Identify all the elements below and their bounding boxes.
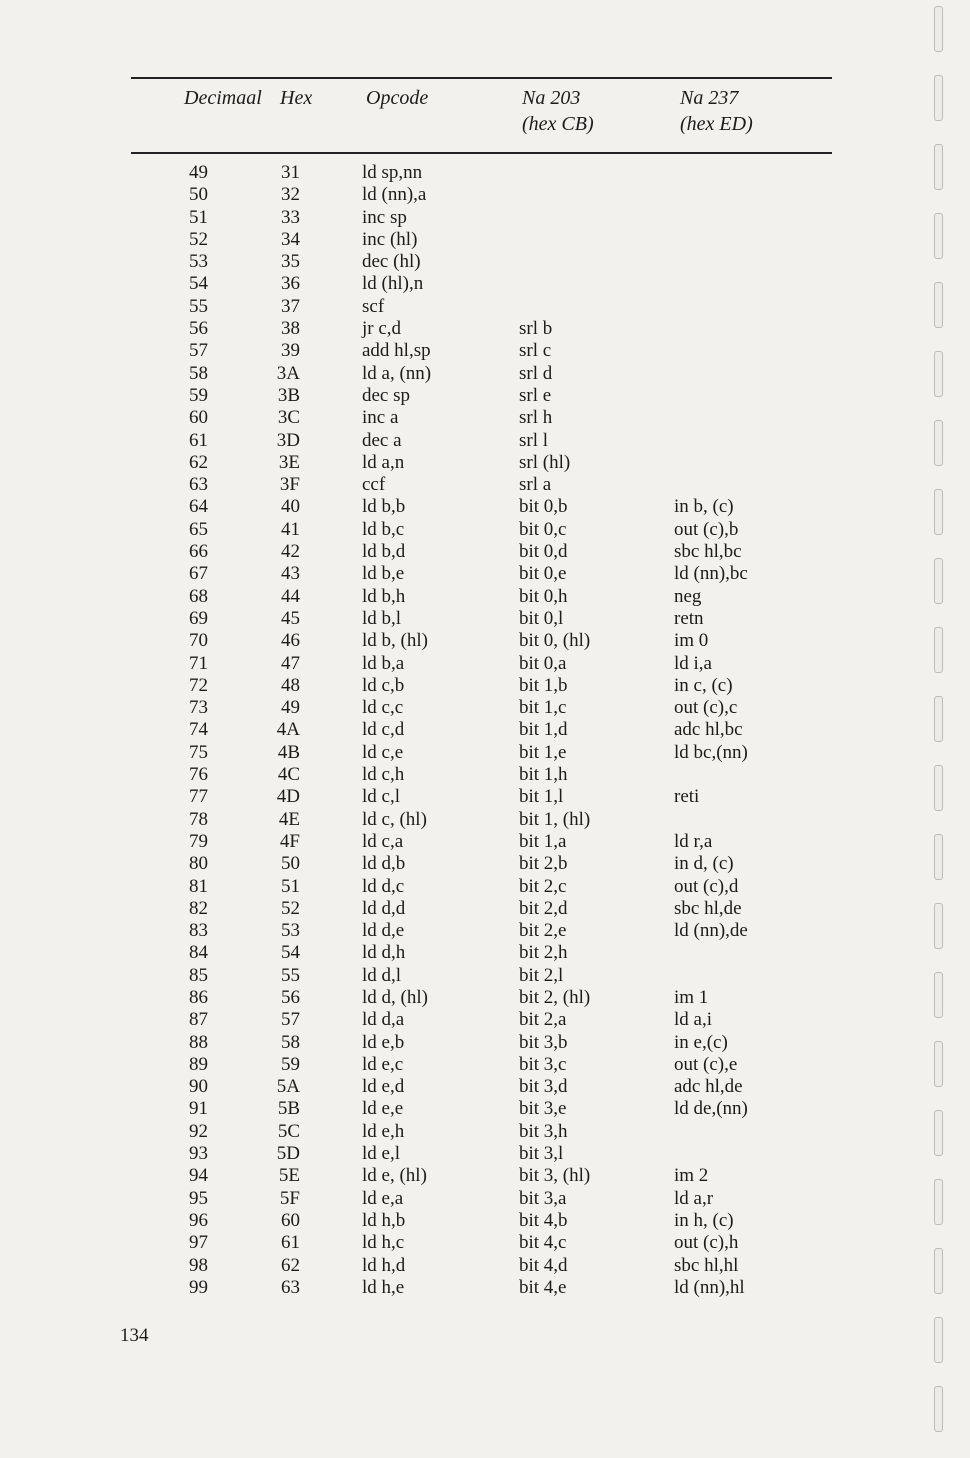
cb-cell: bit 3, (hl) [519,1165,591,1187]
ed-cell: ld de,(nn) [674,1098,748,1120]
hex-cell: 5D [276,1143,300,1165]
opcode-cell: ld c, (hl) [362,808,427,830]
opcode-cell: ccf [362,474,386,496]
opcode-cell: ld e,b [362,1031,405,1053]
cb-cell: bit 0,l [519,607,564,629]
opcode-cell: ld sp,nn [362,162,423,183]
cb-cell: bit 2,l [519,964,564,986]
hex-cell: 39 [281,340,300,362]
decimal-cell: 79 [189,830,208,852]
hex-cell: 3E [278,451,300,473]
opcode-cell: jr c,d [362,318,402,340]
hex-cell: 3A [276,362,300,384]
hex-cell: 62 [281,1254,300,1276]
ed-cell [674,1121,814,1143]
hex-cell: 33 [281,206,300,228]
binder-hole [934,6,943,52]
decimal-cell: 73 [189,697,208,719]
decimal-cell: 83 [189,920,208,942]
opcode-cell: ld e, (hl) [362,1165,427,1187]
binder-hole [934,420,943,466]
cb-cell: bit 3,l [519,1143,564,1165]
decimal-cell: 97 [189,1232,208,1254]
opcode-cell: ld d,e [362,920,405,942]
hex-cell: 49 [281,697,300,719]
opcode-cell: ld d,a [362,1009,405,1031]
column-opcode [362,162,512,1299]
opcode-cell: ld d,d [362,897,406,919]
decimal-cell: 85 [189,964,208,986]
opcode-cell: ld d,b [362,853,406,875]
ed-cell [674,764,814,786]
column-cb [519,162,649,1299]
ed-cell [674,184,814,206]
cb-cell: srl (hl) [519,451,571,473]
binder-hole [934,144,943,190]
column-decimal [186,162,226,1299]
hex-cell: 3B [277,384,300,406]
cb-cell [519,251,649,273]
decimal-cell: 75 [189,741,208,763]
binder-margin [926,0,970,1458]
hex-cell: 58 [281,1031,300,1053]
opcode-cell: ld h,b [362,1209,406,1231]
hex-cell: 4F [279,830,300,852]
hex-cell: 31 [281,162,300,183]
hex-cell: 44 [281,585,300,607]
binder-hole [934,765,943,811]
opcode-cell: ld d,l [362,964,402,986]
ed-cell: ld (nn),hl [674,1276,745,1298]
hex-cell: 43 [281,563,300,585]
ed-cell [674,965,814,987]
ed-cell: ld i,a [674,652,712,674]
hex-cell: 53 [281,920,300,942]
opcode-cell: ld h,c [362,1232,405,1254]
ed-cell: neg [674,585,702,607]
ed-cell: ld r,a [674,830,713,852]
opcode-cell: ld b,h [362,585,406,607]
cb-cell: srl e [519,384,552,406]
cb-cell: bit 1,b [519,674,568,696]
decimal-cell: 91 [189,1098,208,1120]
hex-cell: 4B [277,741,300,763]
header-ed-line1: Na 237 [680,87,739,109]
cb-cell: bit 3,b [519,1031,568,1053]
ed-cell [674,452,814,474]
cb-cell: bit 0,h [519,585,568,607]
cb-cell: srl d [519,362,553,384]
decimal-cell: 88 [189,1031,208,1053]
hex-cell: 3C [277,407,300,429]
ed-cell [674,251,814,273]
decimal-cell: 61 [189,429,208,451]
decimal-cell: 76 [189,764,208,786]
decimal-cell: 87 [189,1009,208,1031]
cb-cell: bit 1,d [519,719,568,741]
cb-cell: bit 1,l [519,786,564,808]
decimal-cell: 98 [189,1254,208,1276]
cb-cell: bit 4,e [519,1276,567,1298]
hex-cell: 36 [281,273,300,295]
cb-cell: srl l [519,429,549,451]
header-cb-line2: (hex CB) [522,113,594,135]
hex-cell: 50 [281,853,300,875]
ed-cell: ld a,r [674,1187,714,1209]
opcode-cell: ld c,d [362,719,405,741]
hex-cell: 35 [281,251,300,273]
hex-cell: 5F [279,1187,300,1209]
hex-cell: 54 [281,942,300,964]
cb-cell: srl b [519,318,553,340]
hex-cell: 4E [278,808,300,830]
ed-cell [674,273,814,295]
ed-cell: ld (nn),bc [674,563,748,585]
opcode-cell: ld e,h [362,1120,405,1142]
ed-cell: retn [674,607,704,629]
ed-cell [674,296,814,318]
opcode-cell: ld c,e [362,741,404,763]
opcode-cell: ld c,h [362,764,405,786]
decimal-cell: 71 [189,652,208,674]
opcode-cell: ld a, (nn) [362,362,432,384]
cb-cell: bit 3,c [519,1053,567,1075]
ed-cell: in d, (c) [674,853,734,875]
decimal-cell: 67 [189,563,208,585]
opcode-cell: ld c,a [362,830,404,852]
opcode-cell: dec (hl) [362,251,421,273]
opcode-cell: dec sp [362,384,411,406]
header-cb-line1: Na 203 [522,87,581,109]
ed-cell: out (c),c [674,697,738,719]
decimal-cell: 51 [189,206,208,228]
binder-hole [934,213,943,259]
opcode-cell: ld (hl),n [362,273,424,295]
opcode-cell: ld b,b [362,496,406,518]
cb-cell: bit 1,c [519,697,567,719]
opcode-cell: ld b, (hl) [362,630,428,652]
cb-cell: bit 4,b [519,1209,568,1231]
opcode-cell: ld c,c [362,697,404,719]
hex-cell: 59 [281,1053,300,1075]
ed-cell: out (c),h [674,1232,739,1254]
opcode-cell: ld e,d [362,1076,405,1098]
opcode-cell: ld (nn),a [362,184,427,206]
ed-cell [674,162,814,184]
opcode-cell: ld e,e [362,1098,404,1120]
opcode-cell: ld e,c [362,1053,404,1075]
cb-cell [519,273,649,295]
hex-cell: 52 [281,897,300,919]
decimal-cell: 64 [189,496,208,518]
cb-cell [519,162,649,184]
cb-cell: bit 2, (hl) [519,986,591,1008]
cb-cell: srl h [519,407,553,429]
ed-cell [674,942,814,964]
hex-cell: 45 [281,607,300,629]
hex-cell: 3F [279,474,300,496]
decimal-cell: 82 [189,897,208,919]
decimal-cell: 50 [189,184,208,206]
ed-cell: in e,(c) [674,1031,728,1053]
hex-cell: 32 [281,184,300,206]
ed-cell [674,207,814,229]
decimal-cell: 93 [189,1143,208,1165]
header-opcode: Opcode [366,87,429,109]
ed-cell [674,363,814,385]
hex-cell: 48 [281,674,300,696]
ed-cell [674,474,814,496]
decimal-cell: 70 [189,630,208,652]
decimal-cell: 74 [189,719,208,741]
hex-cell: 60 [281,1209,300,1231]
ed-cell: adc hl,bc [674,719,743,741]
cb-cell: bit 4,c [519,1232,567,1254]
opcode-cell: ld b,l [362,607,402,629]
opcode-cell: ld h,d [362,1254,406,1276]
binder-hole [934,1317,943,1363]
hex-cell: 5C [277,1120,300,1142]
binder-hole [934,972,943,1018]
ed-cell: ld a,i [674,1009,712,1031]
cb-cell: srl a [519,474,552,496]
opcode-cell: ld b,e [362,563,405,585]
binder-hole [934,75,943,121]
ed-cell [674,430,814,452]
cb-cell: bit 0, (hl) [519,630,591,652]
cb-cell: bit 3,a [519,1187,567,1209]
cb-cell: bit 2,a [519,1009,567,1031]
cb-cell: bit 0,e [519,563,567,585]
decimal-cell: 52 [189,228,208,250]
binder-hole [934,1179,943,1225]
decimal-cell: 68 [189,585,208,607]
cb-cell: bit 0,d [519,541,568,563]
decimal-cell: 69 [189,607,208,629]
ed-cell [674,229,814,251]
ed-cell [674,809,814,831]
decimal-cell: 55 [189,295,208,317]
cb-cell: bit 0,a [519,652,567,674]
opcode-cell: ld b,c [362,518,405,540]
binder-hole [934,351,943,397]
cb-cell [519,229,649,251]
decimal-cell: 57 [189,340,208,362]
hex-cell: 34 [281,228,300,250]
cb-cell [519,184,649,206]
decimal-cell: 58 [189,362,208,384]
decimal-cell: 53 [189,251,208,273]
opcode-cell: scf [362,295,385,317]
decimal-cell: 95 [189,1187,208,1209]
opcode-cell: inc sp [362,206,407,228]
decimal-cell: 49 [189,162,208,183]
hex-cell: 51 [281,875,300,897]
binder-hole [934,282,943,328]
opcode-cell: ld e,a [362,1187,404,1209]
cb-cell: bit 2,b [519,853,568,875]
hex-cell: 46 [281,630,300,652]
table-header-rule [131,152,832,154]
decimal-cell: 62 [189,451,208,473]
decimal-cell: 99 [189,1276,208,1298]
cb-cell [519,296,649,318]
cb-cell: bit 2,d [519,897,568,919]
decimal-cell: 65 [189,518,208,540]
ed-cell: adc hl,de [674,1076,743,1098]
hex-cell: 57 [281,1009,300,1031]
decimal-cell: 90 [189,1076,208,1098]
binder-hole [934,558,943,604]
opcode-cell: dec a [362,429,402,451]
header-ed-line2: (hex ED) [680,113,753,135]
hex-cell: 40 [281,496,300,518]
hex-cell: 4A [276,719,300,741]
hex-cell: 63 [281,1276,300,1298]
decimal-cell: 56 [189,318,208,340]
hex-cell: 56 [281,986,300,1008]
binder-hole [934,1110,943,1156]
opcode-cell: ld d, (hl) [362,986,428,1008]
decimal-cell: 89 [189,1053,208,1075]
decimal-cell: 66 [189,541,208,563]
hex-cell: 38 [281,318,300,340]
hex-cell: 55 [281,964,300,986]
ed-cell: out (c),b [674,518,739,540]
ed-cell [674,1143,814,1165]
decimal-cell: 96 [189,1209,208,1231]
opcode-cell: ld d,c [362,875,405,897]
decimal-cell: 86 [189,986,208,1008]
hex-cell: 5B [277,1098,300,1120]
cb-cell: bit 1, (hl) [519,808,591,830]
cb-cell: bit 2,e [519,920,567,942]
cb-cell: bit 1,h [519,764,568,786]
decimal-cell: 54 [189,273,208,295]
ed-cell [674,407,814,429]
opcode-cell: ld b,d [362,541,406,563]
binder-hole [934,903,943,949]
cb-cell: bit 2,c [519,875,567,897]
opcode-cell: add hl,sp [362,340,431,362]
ed-cell: im 1 [674,986,709,1008]
cb-cell: bit 1,a [519,830,567,852]
hex-cell: 4C [277,764,300,786]
ed-cell [674,385,814,407]
ed-cell: in c, (c) [674,674,733,696]
hex-cell: 42 [281,541,300,563]
hex-cell: 5E [278,1165,300,1187]
cb-cell: bit 3,e [519,1098,567,1120]
ed-cell [674,340,814,362]
cb-cell: bit 2,h [519,942,568,964]
header-decimal: Decimaal [184,87,262,109]
decimal-cell: 84 [189,942,208,964]
cb-cell: bit 0,c [519,518,567,540]
table-top-rule [131,77,832,79]
binder-hole [934,696,943,742]
column-hex [276,162,316,1299]
binder-hole [934,489,943,535]
cb-cell: bit 1,e [519,741,567,763]
opcode-cell: ld e,l [362,1143,400,1165]
header-hex: Hex [280,87,313,109]
ed-cell: im 2 [674,1165,709,1187]
cb-cell: bit 3,h [519,1120,568,1142]
ed-cell: sbc hl,hl [674,1254,739,1276]
opcode-cell: ld c,b [362,674,405,696]
page-number: 134 [120,1325,149,1346]
opcode-cell: ld h,e [362,1276,405,1298]
decimal-cell: 63 [189,474,208,496]
cb-cell [519,207,649,229]
cb-cell: bit 0,b [519,496,568,518]
decimal-cell: 72 [189,674,208,696]
opcode-cell: inc (hl) [362,228,418,250]
opcode-cell: ld d,h [362,942,406,964]
hex-cell: 47 [281,652,300,674]
decimal-cell: 92 [189,1120,208,1142]
hex-cell: 61 [281,1232,300,1254]
binder-hole [934,627,943,673]
ed-cell: in h, (c) [674,1209,734,1231]
hex-cell: 37 [281,295,300,317]
cb-cell: srl c [519,340,552,362]
ed-cell: in b, (c) [674,496,734,518]
cb-cell: bit 4,d [519,1254,568,1276]
ed-cell: im 0 [674,630,709,652]
opcode-cell: ld b,a [362,652,405,674]
hex-cell: 5A [276,1076,300,1098]
column-ed [674,162,814,1299]
ed-cell: out (c),e [674,1053,738,1075]
hex-cell: 4D [276,786,300,808]
ed-cell: ld bc,(nn) [674,741,748,763]
opcode-cell: ld a,n [362,451,405,473]
decimal-cell: 81 [189,875,208,897]
binder-hole [934,1248,943,1294]
binder-hole [934,1041,943,1087]
decimal-cell: 94 [189,1165,208,1187]
decimal-cell: 59 [189,384,208,406]
ed-cell: ld (nn),de [674,920,748,942]
ed-cell: out (c),d [674,875,739,897]
hex-cell: 41 [281,518,300,540]
ed-cell: sbc hl,de [674,897,742,919]
hex-cell: 3D [276,429,300,451]
ed-cell: reti [674,786,700,808]
ed-cell: sbc hl,bc [674,541,742,563]
cb-cell: bit 3,d [519,1076,568,1098]
decimal-cell: 60 [189,407,208,429]
binder-hole [934,1386,943,1432]
binder-hole [934,834,943,880]
decimal-cell: 80 [189,853,208,875]
opcode-cell: inc a [362,407,399,429]
decimal-cell: 77 [189,786,208,808]
opcode-cell: ld c,l [362,786,400,808]
decimal-cell: 78 [189,808,208,830]
ed-cell [674,318,814,340]
